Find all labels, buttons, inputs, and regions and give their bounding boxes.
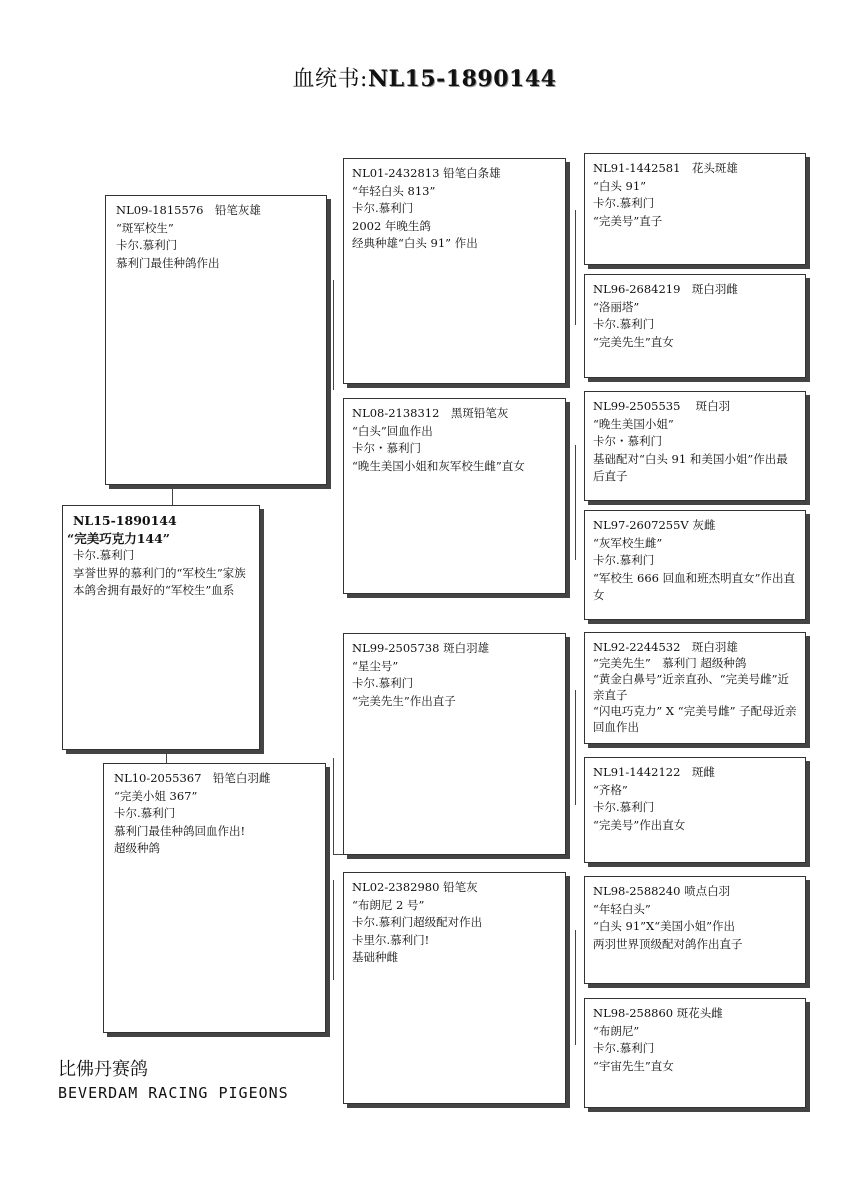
ggp4-reg: NL97-2607255V 灰雌 — [593, 518, 716, 532]
subject-reg: NL15-1890144 — [73, 513, 177, 528]
ggp3-breeder: 卡尔・慕利门 — [593, 434, 662, 448]
ggp5-note-1: “黄金白鼻号”近亲直孙、“完美号雌”近亲直子 — [593, 672, 790, 702]
ggp8-name: “布朗尼” — [593, 1023, 640, 1038]
gp1-name: “年轻白头 813” — [352, 183, 436, 198]
great-grandparent-card — [584, 391, 806, 501]
gp1-note-2: 经典种雄“白头 91” 作出 — [352, 236, 478, 250]
dam-name: “完美小姐 367” — [114, 788, 198, 803]
ggp8-note: “宇宙先生”直女 — [593, 1058, 674, 1073]
gp4-note-2: 基础种雌 — [352, 950, 398, 964]
great-grandparent-card — [584, 876, 806, 984]
connector-line — [333, 280, 334, 390]
gp3-note: “完美先生”作出直子 — [352, 693, 456, 708]
ggp6-reg: NL91-1442122 斑雌 — [593, 765, 715, 779]
great-grandparent-card — [584, 153, 806, 265]
ggp3-note: 基础配对“白头 91 和美国小姐”作出最后直子 — [593, 451, 788, 483]
gp2-reg: NL08-2138312 黑斑铅笔灰 — [352, 406, 509, 420]
great-grandparent-card — [584, 998, 806, 1108]
ggp8-breeder: 卡尔.慕利门 — [593, 1041, 655, 1055]
dam-note-2: 超级种鸽 — [114, 841, 160, 855]
gp2-name: “白头”回血作出 — [352, 423, 433, 438]
page-title — [0, 62, 849, 93]
ggp1-breeder: 卡尔.慕利门 — [593, 196, 655, 210]
ggp1-reg: NL91-1442581 花头斑雄 — [593, 161, 738, 175]
ggp4-name: “灰军校生雌” — [593, 535, 663, 550]
connector-line — [333, 880, 334, 980]
connector-line — [575, 445, 576, 560]
great-grandparent-card — [584, 632, 806, 744]
ggp6-name: “齐格” — [593, 782, 628, 797]
gp4-reg: NL02-2382980 铅笔灰 — [352, 880, 478, 894]
gp3-breeder: 卡尔.慕利门 — [352, 676, 414, 690]
loft-name-chinese: 比佛丹赛鸽 — [58, 1059, 148, 1080]
ggp4-breeder: 卡尔.慕利门 — [593, 553, 655, 567]
connector-line — [575, 690, 576, 805]
subject-note-2: 本鸽舍拥有最好的“军校生”血系 — [73, 583, 235, 597]
title-code: NL15-1890144 — [367, 66, 557, 92]
ggp3-reg: NL99-2505535 斑白羽 — [593, 399, 731, 413]
ggp2-breeder: 卡尔.慕利门 — [593, 317, 655, 331]
gp4-note-1: 卡里尔.慕利门! — [352, 932, 430, 947]
ggp5-reg: NL92-2244532 斑白羽雄 — [593, 640, 738, 654]
ggp7-name: “年轻白头” — [593, 901, 651, 916]
ggp8-reg: NL98-258860 斑花头雌 — [593, 1006, 723, 1020]
dam-note-1: 慕利门最佳种鸽回血作出! — [114, 823, 246, 838]
gp4-breeder: 卡尔.慕利门超级配对作出 — [352, 915, 483, 929]
ggp4-note: “军校生 666 回血和班杰明直女”作出直女 — [593, 570, 796, 602]
subject-breeder: 卡尔.慕利门 — [73, 548, 135, 562]
grandparent-card — [343, 633, 566, 855]
sire-breeder: 卡尔.慕利门 — [116, 238, 178, 252]
great-grandparent-card — [584, 757, 806, 863]
ggp7-note-2: 两羽世界顶级配对鸽作出直子 — [593, 936, 743, 951]
sire-card — [105, 195, 327, 485]
title-prefix: 血统书: — [292, 67, 368, 92]
ggp3-name: “晚生美国小姐” — [593, 416, 674, 431]
connector-line — [333, 854, 343, 855]
gp3-reg: NL99-2505738 斑白羽雄 — [352, 641, 490, 655]
gp1-breeder: 卡尔.慕利门 — [352, 201, 414, 215]
ggp7-note-1: “白头 91”X“美国小姐”作出 — [593, 919, 735, 933]
sire-note: 慕利门最佳种鸽作出 — [116, 255, 220, 270]
ggp6-note: “完美号”作出直女 — [593, 817, 686, 832]
connector-line — [333, 758, 334, 854]
ggp2-reg: NL96-2684219 斑白羽雌 — [593, 282, 738, 296]
gp3-name: “星尘号” — [352, 658, 399, 673]
grandparent-card — [343, 398, 566, 594]
connector-line — [575, 210, 576, 325]
gp4-name: “布朗尼 2 号” — [352, 897, 425, 912]
dam-card — [103, 763, 326, 1033]
sire-reg: NL09-1815576 铅笔灰雄 — [116, 203, 261, 217]
sire-name: “斑军校生” — [116, 220, 174, 235]
connector-line — [575, 930, 576, 1045]
gp2-breeder: 卡尔・慕利门 — [352, 441, 421, 455]
dam-breeder: 卡尔.慕利门 — [114, 806, 176, 820]
gp1-reg: NL01-2432813 铅笔白条雄 — [352, 166, 501, 180]
ggp7-reg: NL98-2588240 喷点白羽 — [593, 884, 731, 898]
ggp6-breeder: 卡尔.慕利门 — [593, 800, 655, 814]
ggp2-note: “完美先生”直女 — [593, 334, 674, 349]
subject-note-1: 享誉世界的慕利门的“军校生”家族 — [73, 565, 246, 580]
grandparent-card — [343, 872, 566, 1104]
loft-name-english: BEVERDAM RACING PIGEONS — [58, 1084, 289, 1102]
gp1-note-1: 2002 年晚生鸽 — [352, 218, 431, 233]
great-grandparent-card — [584, 510, 806, 620]
great-grandparent-card — [584, 274, 806, 378]
connector-line — [172, 486, 173, 506]
subject-name: “完美巧克力144” — [67, 530, 170, 546]
gp2-note: “晚生美国小姐和灰军校生雌”直女 — [352, 458, 525, 473]
ggp1-note: “完美号”直子 — [593, 213, 663, 228]
ggp1-name: “白头 91” — [593, 178, 647, 193]
ggp5-name: “完美先生” 慕利门 超级种鸽 — [593, 656, 747, 670]
connector-line — [166, 750, 167, 764]
ggp2-name: “洛丽塔” — [593, 299, 640, 314]
ggp5-note-2: “闪电巧克力” X “完美号雌” 子配母近亲回血作出 — [593, 704, 797, 734]
subject-card — [62, 505, 260, 750]
dam-reg: NL10-2055367 铅笔白羽雌 — [114, 771, 271, 785]
grandparent-card — [343, 158, 566, 384]
